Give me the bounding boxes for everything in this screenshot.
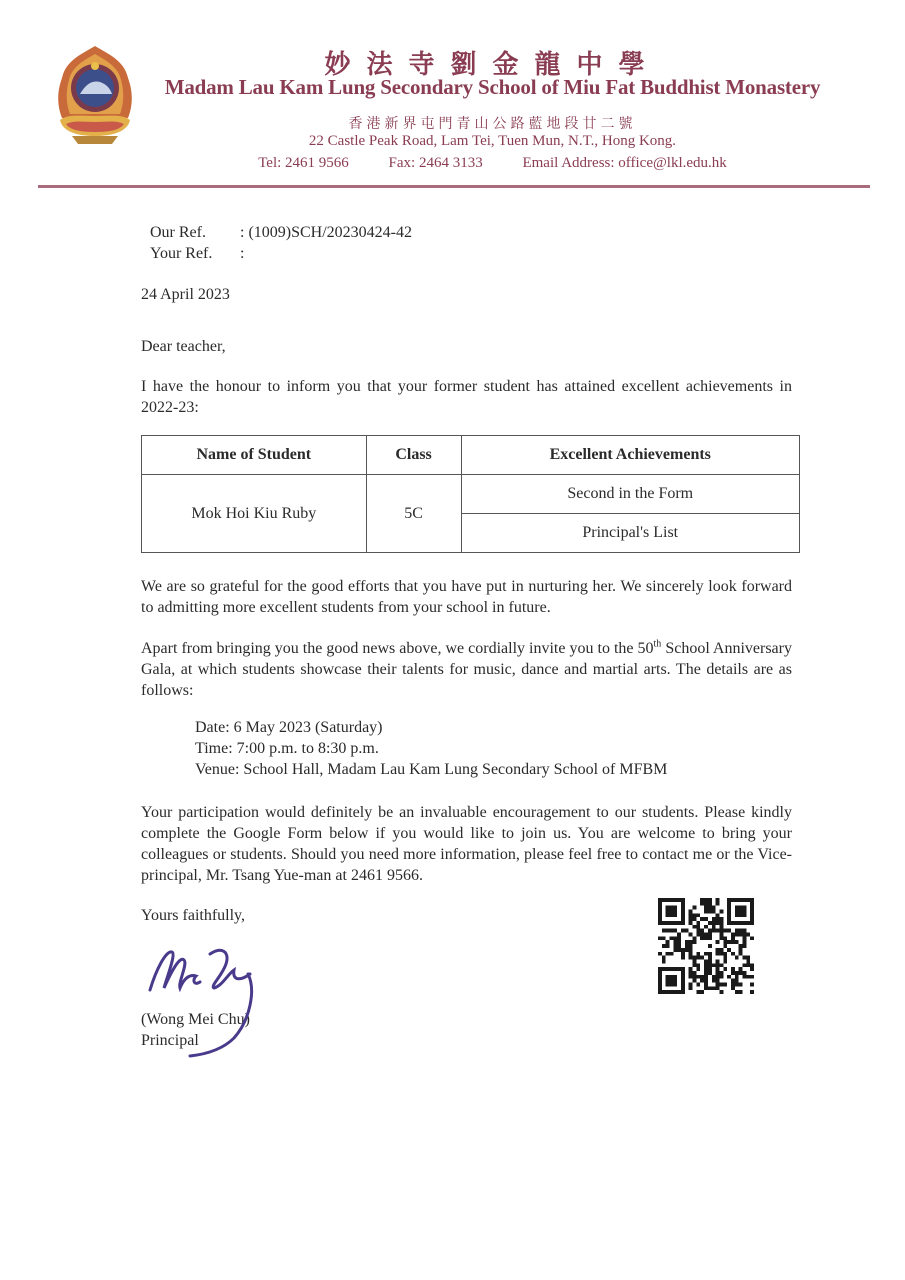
class-cell: 5C (366, 475, 461, 553)
event-venue: Venue: School Hall, Madam Lau Kam Lung Secondary School of MFBM (195, 761, 668, 778)
your-ref-label: Your Ref. (150, 245, 213, 262)
qr-code-icon[interactable] (658, 898, 754, 994)
email-address: Email Address: office@lkl.edu.hk (522, 155, 727, 171)
event-details (195, 717, 667, 780)
closing: Yours faithfully, (141, 907, 246, 924)
your-ref (150, 243, 412, 264)
salutation: Dear teacher, (141, 338, 226, 355)
our-ref (150, 222, 412, 243)
fax: Fax: 2464 3133 (388, 155, 483, 171)
invitation-text-after: School Anniversary Gala, at which students showcase their talents for music, dance and martial arts. The details are as follows: (141, 640, 792, 699)
intro-paragraph: I have the honour to inform you that your former student has attained excellent achievements in 2022-23: (141, 378, 792, 416)
reference-block (150, 222, 412, 264)
your-ref-value: : (240, 245, 245, 262)
header-class: Class (366, 436, 461, 475)
table-header-row (142, 436, 800, 475)
header-student-name: Name of Student (142, 436, 367, 475)
signatory-title: Principal (141, 1032, 199, 1049)
header-achievements: Excellent Achievements (461, 436, 800, 475)
invitation-paragraph (141, 638, 792, 701)
event-date: Date: 6 May 2023 (Saturday) (195, 719, 383, 736)
achievement-cell: Second in the Form (461, 475, 800, 514)
our-ref-value: : (1009)SCH/20230424-42 (240, 224, 412, 241)
handwritten-signature-icon (138, 930, 278, 1060)
event-time: Time: 7:00 p.m. to 8:30 p.m. (195, 740, 379, 757)
invitation-text-before: Apart from bringing you the good news above, we cordially invite you to the 50 (141, 640, 654, 657)
school-name-chinese: 妙法寺劉金龍中學 (324, 50, 661, 80)
gratitude-paragraph: We are so grateful for the good efforts that you have put in nurturing her. We sincerely look forward to admitting more excellent students from your school in future. (141, 578, 792, 616)
school-name-english: Madam Lau Kam Lung Secondary School of Miu Fat Buddhist Monastery (164, 75, 821, 99)
letter-date: 24 April 2023 (141, 286, 230, 303)
letterhead-divider (38, 185, 870, 188)
student-name-cell: Mok Hoi Kiu Ruby (142, 475, 367, 553)
achievements-table (141, 435, 800, 553)
our-ref-label: Our Ref. (150, 224, 206, 241)
table-row (142, 475, 800, 514)
ordinal-suffix: th (653, 638, 662, 650)
school-crest-icon (52, 44, 138, 148)
participation-paragraph: Your participation would definitely be an invaluable encouragement to our students. Please kindly complete the Google Form below if you would like to join us. You are welcome to bring your colleagues or students. Should you need more information, please feel free to contact me or the Vice-principal, Mr. Tsang Yue-man at 2461 9566. (141, 804, 792, 884)
address-english: 22 Castle Peak Road, Lam Tei, Tuen Mun, N.T., Hong Kong. (308, 133, 677, 149)
telephone: Tel: 2461 9566 (258, 155, 349, 171)
address-chinese: 香港新界屯門青山公路藍地段廿二號 (348, 116, 637, 132)
contact-line (150, 155, 835, 172)
signatory-name: (Wong Mei Chu) (141, 1011, 250, 1028)
achievement-cell: Principal's List (461, 514, 800, 553)
